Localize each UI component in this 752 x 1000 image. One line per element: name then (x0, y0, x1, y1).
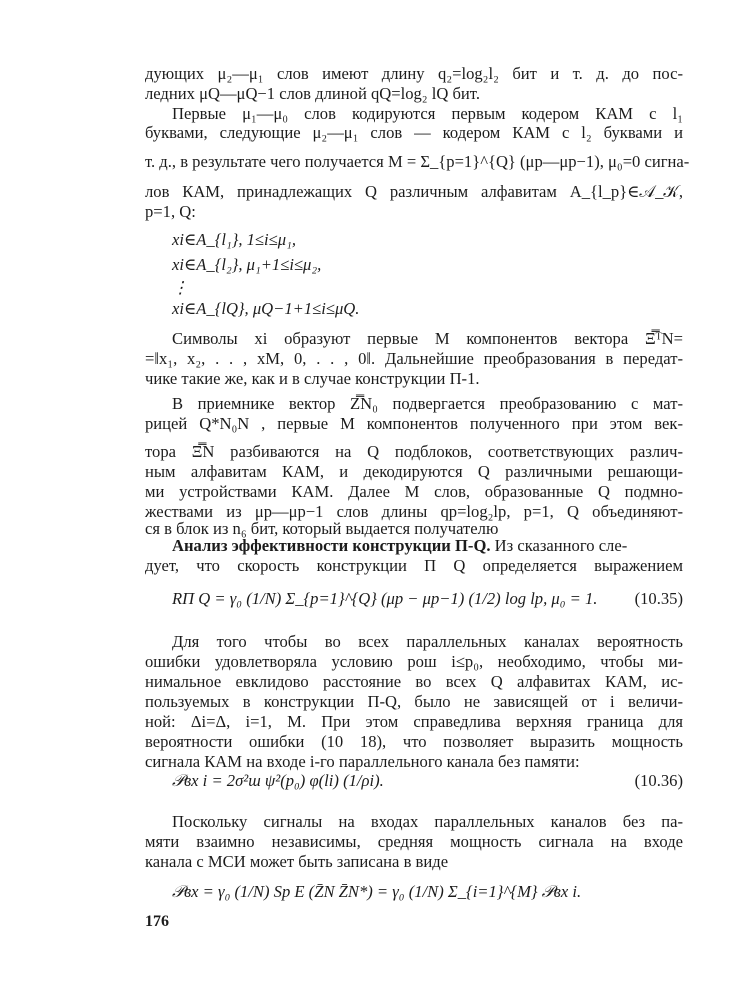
section-heading: Анализ эффективности конструкции П-Q. (172, 536, 491, 555)
vertical-ellipsis: ⋮ (172, 278, 189, 297)
text-line: дует, что скорость конструкции П Q определяется выражением (145, 556, 683, 575)
text-line: мяти взаимно независимы, средняя мощность сигнала на входе (145, 832, 683, 851)
equation-10-36: 𝒫вх i = 2σ²ш ψ²(p₀) φ(li) (1/ρi). (172, 771, 384, 790)
text-line: Первые μ₁—μ₀ слов кодируются первым кодером КАМ с l₁ (172, 104, 683, 123)
text-line: =‖x₁, x₂, . . , xM, 0, . . , 0‖. Дальнейшие преобразования в передат- (145, 349, 683, 368)
text-line: жествами из μp—μp−1 слов длины qp=log₂lp, p=1, Q объединяют- (145, 502, 683, 521)
text-line: дующих μ₂—μ₁ слов имеют длину q₂=log₂l₂ бит и т. д. до пос- (145, 64, 683, 83)
text-line: тора Ξ̿N разбиваются на Q подблоков, соответствующих различ- (145, 442, 683, 461)
equation-number: (10.36) (634, 771, 683, 790)
text-line: Для того чтобы во всех параллельных каналах вероятность (172, 632, 683, 651)
text-line: нимальное евклидово расстояние во всех Q алфавитах КАМ, ис- (145, 672, 683, 691)
text-line: ной: Δi=Δ, i=1, M. При этом справедлива верхняя граница для (145, 712, 683, 731)
text-line: ным алфавитам КАМ, и декодируются Q различными решающи- (145, 462, 683, 481)
text-line: В приемнике вектор Z̿N₀ подвергается преобразованию с мат- (172, 394, 683, 413)
text-line: т. д., в результате чего получается M = Σ_{p=1}^{Q} (μp—μp−1), μ₀=0 сигна- (145, 152, 690, 171)
alphabet-assignment-line: xi∈A_{lQ}, μQ−1+1≤i≤μQ. (172, 299, 360, 318)
text-line: лов КАМ, принадлежащих Q различным алфавитам A_{l_p}∈𝒜_𝒦, (145, 182, 683, 201)
heading-continuation: Из сказанного сле- (490, 536, 628, 555)
text-line: ледних μQ—μQ−1 слов длиной qQ=log₂ lQ бит. (145, 84, 480, 103)
text-line: буквами, следующие μ₂—μ₁ слов — кодером КАМ с l₂ буквами и (145, 123, 683, 142)
alphabet-assignment-line: xi∈A_{l₁}, 1≤i≤μ₁, (172, 230, 297, 249)
equation-number: (10.35) (634, 589, 683, 608)
text-line: Символы xi образуют первые M компонентов вектора Ξ̿ᵀN= (172, 329, 683, 348)
text-line: ся в блок из n₆ бит, который выдается получателю (145, 519, 499, 538)
alphabet-assignment-line: xi∈A_{l₂}, μ₁+1≤i≤μ₂, (172, 255, 322, 274)
text-line: канала с МСИ может быть записана в виде (145, 852, 449, 871)
equation-total-power: 𝒫вх = γ₀ (1/N) Sp E (Z̄N Z̄N*) = γ₀ (1/N) Σ_{i=1}^{M} 𝒫вх i. (172, 882, 582, 901)
text-line: p=1, Q: (145, 202, 196, 221)
text-line: ошибки удовлетворяла условию pош i≤p₀, необходимо, чтобы ми- (145, 652, 683, 671)
text-line: вероятности ошибки (10 18), что позволяет выразить мощность (145, 732, 683, 751)
text-line: Поскольку сигналы на входах параллельных каналов без па- (172, 812, 683, 831)
text-line: ми устройствами КАМ. Далее M слов, образованные Q подмно- (145, 482, 683, 501)
text-line: рицей Q*N₀N , первые M компонентов полученного при этом век- (145, 414, 683, 433)
page-number: 176 (145, 913, 169, 930)
text-line: чике такие же, как и в случае конструкции П-1. (145, 369, 480, 388)
equation-10-35: RП Q = γ₀ (1/N) Σ_{p=1}^{Q} (μp − μp−1) (1/2) log lp, μ₀ = 1. (172, 589, 598, 608)
section-heading-line (172, 536, 683, 556)
text-line: пользуемых в конструкции П-Q, было не зависящей от i величи- (145, 692, 683, 711)
text-line: сигнала КАМ на входе i-го параллельного канала без памяти: (145, 752, 580, 771)
